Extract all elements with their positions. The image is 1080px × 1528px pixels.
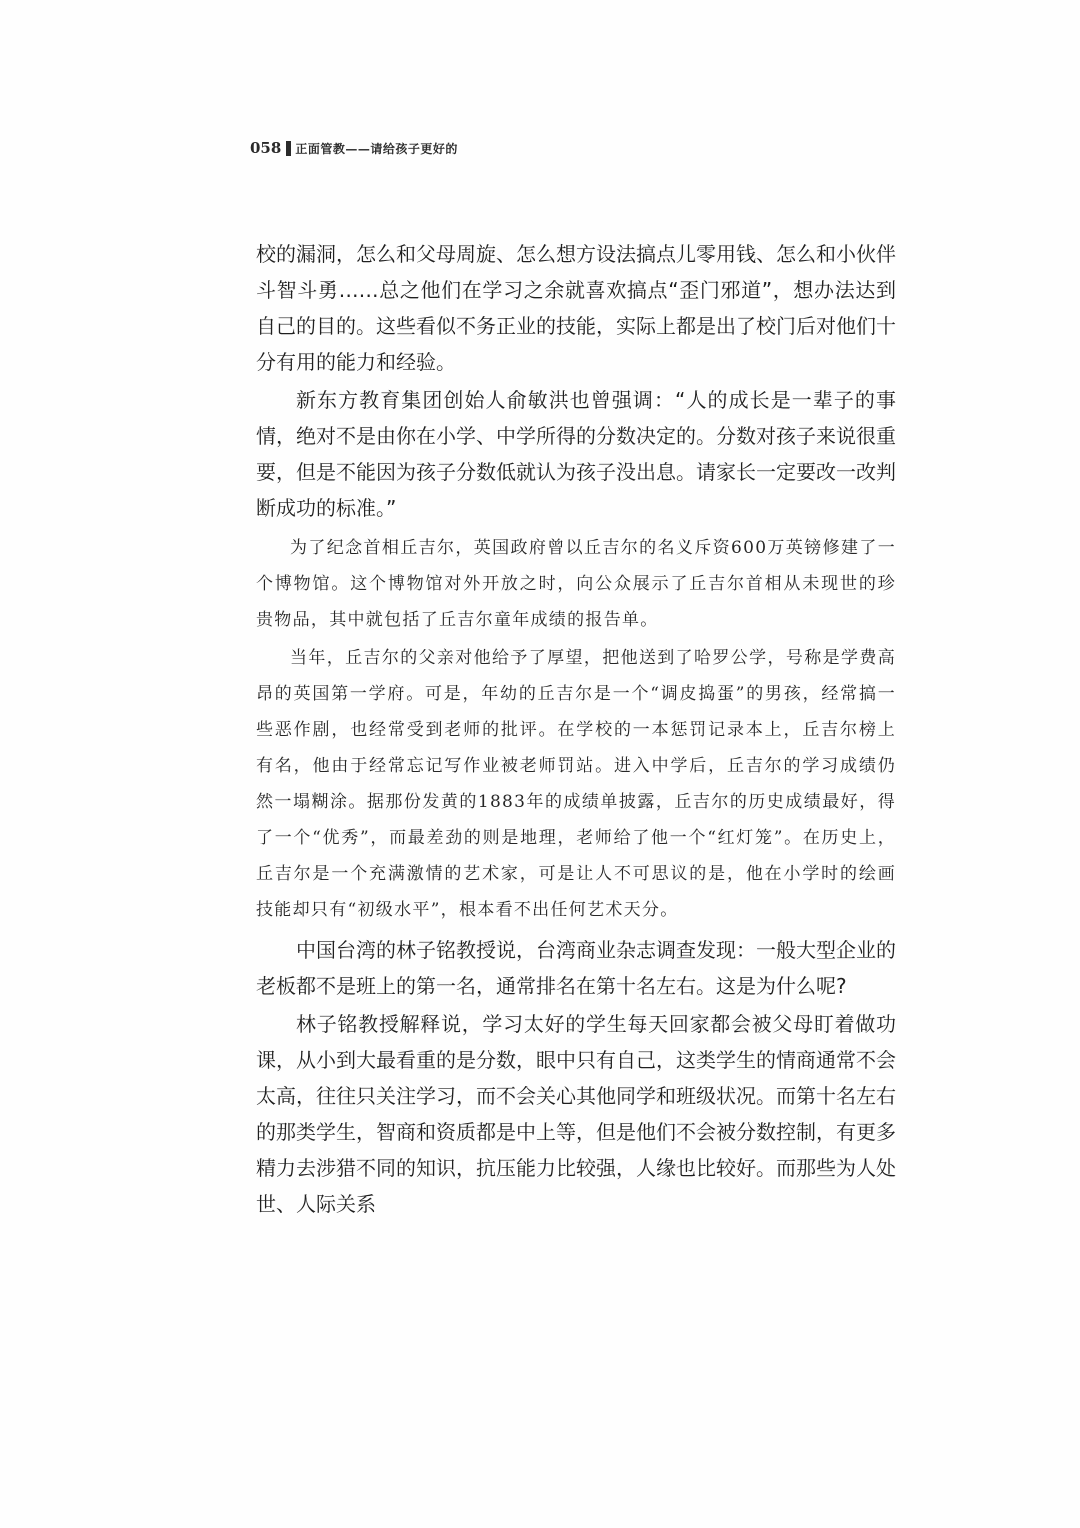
running-header — [250, 136, 458, 160]
header-divider-bar — [286, 141, 291, 156]
paragraph: 林子铭教授解释说，学习太好的学生每天回家都会被父母盯着做功课，从小到大最看重的是分数，眼中只有自己，这类学生的情商通常不会太高，往往只关注学习，而不会关心其他同学和班级状况。而第十名左右的那类学生，智商和资质都是中上等，但是他们不会被分数控制，有更多精力去涉猎不同的知识，抗压能力比较强，人缘也比较好。而那些为人处世、人际关系 — [256, 1012, 896, 1216]
paragraph: 新东方教育集团创始人俞敏洪也曾强调：“人的成长是一辈子的事情，绝对不是由你在小学、中学所得的分数决定的。分数对孩子来说很重要，但是不能因为孩子分数低就认为孩子没出息。请家长一定要改一改判断成功的标准。” — [256, 388, 896, 520]
running-title: 正面管教——请给孩子更好的 — [295, 141, 458, 156]
inset-story — [256, 530, 896, 928]
inset-paragraph: 为了纪念首相丘吉尔，英国政府曾以丘吉尔的名义斥资600万英镑修建了一个博物馆。这个博物馆对外开放之时，向公众展示了丘吉尔首相从未现世的珍贵物品，其中就包括了丘吉尔童年成绩的报告单。 — [256, 538, 896, 630]
inset-paragraph: 当年，丘吉尔的父亲对他给予了厚望，把他送到了哈罗公学，号称是学费高昂的英国第一学府。可是，年幼的丘吉尔是一个“调皮捣蛋”的男孩，经常搞一些恶作剧，也经常受到老师的批评。在学校的一本惩罚记录本上，丘吉尔榜上有名，他由于经常忘记写作业被老师罚站。进入中学后，丘吉尔的学习成绩仍然一塌糊涂。据那份发黄的1883年的成绩单披露，丘吉尔的历史成绩最好，得了一个“优秀”，而最差劲的则是地理，老师给了他一个“红灯笼”。在历史上，丘吉尔是一个充满激情的艺术家，可是让人不可思议的是，他在小学时的绘画技能却只有“初级水平”，根本看不出任何艺术天分。 — [256, 648, 896, 920]
page-number: 058 — [250, 139, 282, 157]
paragraph: 中国台湾的林子铭教授说，台湾商业杂志调查发现：一般大型企业的老板都不是班上的第一名，通常排名在第十名左右。这是为什么呢? — [256, 938, 896, 998]
paragraph-continued: 校的漏洞，怎么和父母周旋、怎么想方设法搞点儿零用钱、怎么和小伙伴斗智斗勇……总之他们在学习之余就喜欢搞点“歪门邪道”，想办法达到自己的目的。这些看似不务正业的技能，实际上都是出了校门后对他们十分有用的能力和经验。 — [256, 242, 896, 374]
page-body — [256, 236, 896, 1222]
